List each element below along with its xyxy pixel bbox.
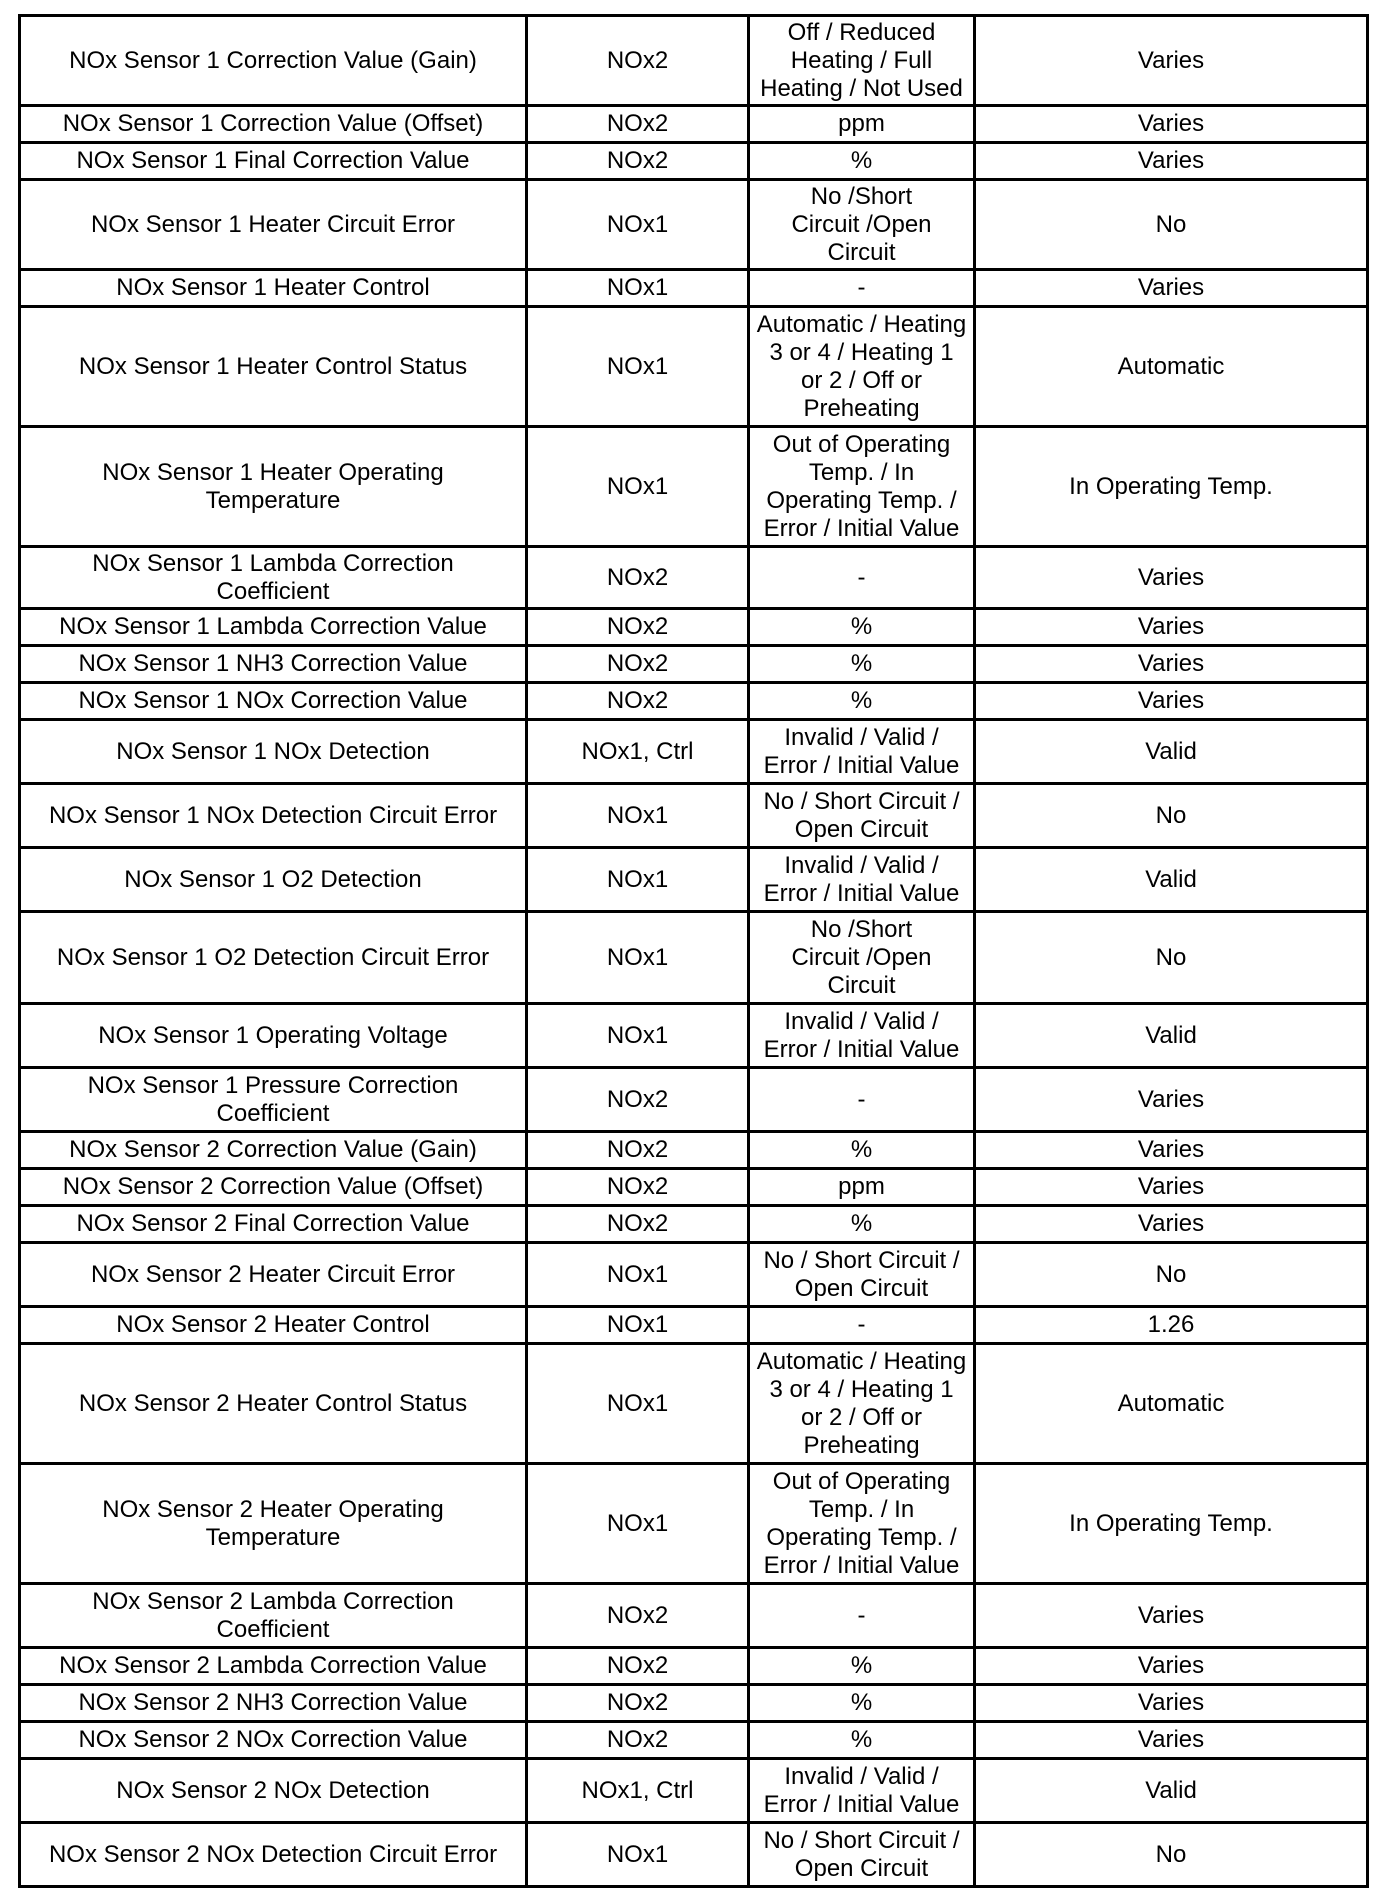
- table-row: [20, 683, 1368, 720]
- module-cell: NOx1: [527, 427, 749, 547]
- module-cell: NOx1: [527, 270, 749, 307]
- range-unit-cell: %: [749, 609, 975, 646]
- typical-value-cell: Varies: [975, 646, 1368, 683]
- table-row: [20, 1068, 1368, 1132]
- module-cell: NOx2: [527, 547, 749, 609]
- typical-value-cell: Varies: [975, 143, 1368, 180]
- range-unit-cell: %: [749, 1685, 975, 1722]
- range-unit-cell: %: [749, 1132, 975, 1169]
- range-unit-cell: No / Short Circuit / Open Circuit: [749, 1823, 975, 1887]
- parameter-name-cell: NOx Sensor 1 NOx Detection: [20, 720, 527, 784]
- typical-value-cell: Varies: [975, 1206, 1368, 1243]
- range-unit-cell: %: [749, 683, 975, 720]
- typical-value-cell: Varies: [975, 683, 1368, 720]
- table-row: [20, 1464, 1368, 1584]
- parameter-name-cell: NOx Sensor 2 NOx Detection Circuit Error: [20, 1823, 527, 1887]
- module-cell: NOx1: [527, 784, 749, 848]
- parameter-name-cell: NOx Sensor 1 Heater Control: [20, 270, 527, 307]
- table-row: [20, 1584, 1368, 1648]
- module-cell: NOx1: [527, 180, 749, 270]
- table-row: [20, 1243, 1368, 1307]
- typical-value-cell: 1.26: [975, 1307, 1368, 1344]
- range-unit-cell: -: [749, 270, 975, 307]
- table-row: [20, 1169, 1368, 1206]
- typical-value-cell: Valid: [975, 848, 1368, 912]
- parameter-name-cell: NOx Sensor 1 Pressure Correction Coefficient: [20, 1068, 527, 1132]
- parameter-name-cell: NOx Sensor 2 Final Correction Value: [20, 1206, 527, 1243]
- table-row: [20, 1685, 1368, 1722]
- range-unit-cell: ppm: [749, 1169, 975, 1206]
- range-unit-cell: Invalid / Valid / Error / Initial Value: [749, 1759, 975, 1823]
- typical-value-cell: Varies: [975, 1068, 1368, 1132]
- typical-value-cell: Varies: [975, 1685, 1368, 1722]
- table-row: [20, 427, 1368, 547]
- typical-value-cell: Valid: [975, 720, 1368, 784]
- parameter-name-cell: NOx Sensor 1 Correction Value (Offset): [20, 106, 527, 143]
- parameter-name-cell: NOx Sensor 1 NH3 Correction Value: [20, 646, 527, 683]
- table-row: [20, 547, 1368, 609]
- parameter-name-cell: NOx Sensor 2 Lambda Correction Value: [20, 1648, 527, 1685]
- module-cell: NOx2: [527, 1068, 749, 1132]
- typical-value-cell: Varies: [975, 1132, 1368, 1169]
- typical-value-cell: Varies: [975, 270, 1368, 307]
- parameter-name-cell: NOx Sensor 1 NOx Correction Value: [20, 683, 527, 720]
- parameter-name-cell: NOx Sensor 1 Lambda Correction Coefficient: [20, 547, 527, 609]
- typical-value-cell: Varies: [975, 16, 1368, 106]
- range-unit-cell: -: [749, 1584, 975, 1648]
- range-unit-cell: No / Short Circuit / Open Circuit: [749, 784, 975, 848]
- table-row: [20, 307, 1368, 427]
- module-cell: NOx2: [527, 1132, 749, 1169]
- table-row: [20, 848, 1368, 912]
- typical-value-cell: No: [975, 180, 1368, 270]
- range-unit-cell: ppm: [749, 106, 975, 143]
- typical-value-cell: In Operating Temp.: [975, 1464, 1368, 1584]
- typical-value-cell: Valid: [975, 1759, 1368, 1823]
- typical-value-cell: Varies: [975, 106, 1368, 143]
- module-cell: NOx2: [527, 1648, 749, 1685]
- typical-value-cell: Varies: [975, 547, 1368, 609]
- parameter-name-cell: NOx Sensor 2 NH3 Correction Value: [20, 1685, 527, 1722]
- module-cell: NOx2: [527, 1722, 749, 1759]
- table-row: [20, 1759, 1368, 1823]
- range-unit-cell: Invalid / Valid / Error / Initial Value: [749, 848, 975, 912]
- typical-value-cell: Valid: [975, 1004, 1368, 1068]
- parameter-name-cell: NOx Sensor 2 Heater Control Status: [20, 1344, 527, 1464]
- parameter-name-cell: NOx Sensor 2 Heater Operating Temperature: [20, 1464, 527, 1584]
- range-unit-cell: Out of Operating Temp. / In Operating Temp. / Error / Initial Value: [749, 427, 975, 547]
- module-cell: NOx2: [527, 106, 749, 143]
- typical-value-cell: Varies: [975, 609, 1368, 646]
- parameter-name-cell: NOx Sensor 2 Heater Circuit Error: [20, 1243, 527, 1307]
- table-body: [20, 16, 1368, 1887]
- range-unit-cell: %: [749, 1722, 975, 1759]
- table-row: [20, 106, 1368, 143]
- parameter-name-cell: NOx Sensor 1 Heater Operating Temperature: [20, 427, 527, 547]
- module-cell: NOx1: [527, 307, 749, 427]
- typical-value-cell: No: [975, 912, 1368, 1004]
- typical-value-cell: No: [975, 1243, 1368, 1307]
- range-unit-cell: Out of Operating Temp. / In Operating Temp. / Error / Initial Value: [749, 1464, 975, 1584]
- module-cell: NOx1: [527, 1823, 749, 1887]
- module-cell: NOx1: [527, 1243, 749, 1307]
- table-row: [20, 646, 1368, 683]
- module-cell: NOx2: [527, 683, 749, 720]
- table-row: [20, 1206, 1368, 1243]
- range-unit-cell: No /Short Circuit /Open Circuit: [749, 180, 975, 270]
- table-row: [20, 143, 1368, 180]
- module-cell: NOx1: [527, 912, 749, 1004]
- table-row: [20, 1648, 1368, 1685]
- parameter-name-cell: NOx Sensor 2 Correction Value (Offset): [20, 1169, 527, 1206]
- module-cell: NOx2: [527, 1169, 749, 1206]
- table-row: [20, 720, 1368, 784]
- module-cell: NOx2: [527, 1206, 749, 1243]
- parameter-name-cell: NOx Sensor 2 NOx Detection: [20, 1759, 527, 1823]
- module-cell: NOx2: [527, 16, 749, 106]
- parameter-name-cell: NOx Sensor 1 O2 Detection Circuit Error: [20, 912, 527, 1004]
- table-row: [20, 1132, 1368, 1169]
- parameter-name-cell: NOx Sensor 1 Final Correction Value: [20, 143, 527, 180]
- parameter-name-cell: NOx Sensor 1 Correction Value (Gain): [20, 16, 527, 106]
- typical-value-cell: Varies: [975, 1648, 1368, 1685]
- table-row: [20, 1004, 1368, 1068]
- typical-value-cell: Automatic: [975, 1344, 1368, 1464]
- table-row: [20, 784, 1368, 848]
- module-cell: NOx1, Ctrl: [527, 720, 749, 784]
- module-cell: NOx1, Ctrl: [527, 1759, 749, 1823]
- typical-value-cell: No: [975, 784, 1368, 848]
- parameter-name-cell: NOx Sensor 1 NOx Detection Circuit Error: [20, 784, 527, 848]
- typical-value-cell: Varies: [975, 1169, 1368, 1206]
- range-unit-cell: No / Short Circuit / Open Circuit: [749, 1243, 975, 1307]
- table-row: [20, 16, 1368, 106]
- typical-value-cell: Automatic: [975, 307, 1368, 427]
- table-row: [20, 609, 1368, 646]
- table-row: [20, 1344, 1368, 1464]
- parameter-name-cell: NOx Sensor 2 Correction Value (Gain): [20, 1132, 527, 1169]
- range-unit-cell: -: [749, 1307, 975, 1344]
- parameter-name-cell: NOx Sensor 1 Heater Control Status: [20, 307, 527, 427]
- parameter-name-cell: NOx Sensor 1 Lambda Correction Value: [20, 609, 527, 646]
- range-unit-cell: Off / Reduced Heating / Full Heating / Not Used: [749, 16, 975, 106]
- table-row: [20, 1722, 1368, 1759]
- range-unit-cell: Invalid / Valid / Error / Initial Value: [749, 720, 975, 784]
- range-unit-cell: -: [749, 547, 975, 609]
- module-cell: NOx2: [527, 1685, 749, 1722]
- range-unit-cell: Automatic / Heating 3 or 4 / Heating 1 or 2 / Off or Preheating: [749, 1344, 975, 1464]
- module-cell: NOx1: [527, 1344, 749, 1464]
- module-cell: NOx1: [527, 1307, 749, 1344]
- range-unit-cell: %: [749, 1648, 975, 1685]
- module-cell: NOx1: [527, 1464, 749, 1584]
- parameter-name-cell: NOx Sensor 2 Heater Control: [20, 1307, 527, 1344]
- module-cell: NOx2: [527, 609, 749, 646]
- parameter-name-cell: NOx Sensor 2 NOx Correction Value: [20, 1722, 527, 1759]
- module-cell: NOx1: [527, 1004, 749, 1068]
- table-row: [20, 180, 1368, 270]
- module-cell: NOx2: [527, 1584, 749, 1648]
- module-cell: NOx2: [527, 143, 749, 180]
- range-unit-cell: %: [749, 646, 975, 683]
- typical-value-cell: In Operating Temp.: [975, 427, 1368, 547]
- range-unit-cell: No /Short Circuit /Open Circuit: [749, 912, 975, 1004]
- parameter-name-cell: NOx Sensor 2 Lambda Correction Coefficient: [20, 1584, 527, 1648]
- typical-value-cell: No: [975, 1823, 1368, 1887]
- typical-value-cell: Varies: [975, 1584, 1368, 1648]
- parameter-name-cell: NOx Sensor 1 Operating Voltage: [20, 1004, 527, 1068]
- range-unit-cell: %: [749, 143, 975, 180]
- parameter-name-cell: NOx Sensor 1 Heater Circuit Error: [20, 180, 527, 270]
- range-unit-cell: %: [749, 1206, 975, 1243]
- table-row: [20, 912, 1368, 1004]
- parameter-name-cell: NOx Sensor 1 O2 Detection: [20, 848, 527, 912]
- module-cell: NOx2: [527, 646, 749, 683]
- range-unit-cell: Invalid / Valid / Error / Initial Value: [749, 1004, 975, 1068]
- range-unit-cell: -: [749, 1068, 975, 1132]
- table-row: [20, 1307, 1368, 1344]
- range-unit-cell: Automatic / Heating 3 or 4 / Heating 1 or 2 / Off or Preheating: [749, 307, 975, 427]
- data-table: [18, 14, 1369, 1888]
- module-cell: NOx1: [527, 848, 749, 912]
- typical-value-cell: Varies: [975, 1722, 1368, 1759]
- table-row: [20, 270, 1368, 307]
- table-row: [20, 1823, 1368, 1887]
